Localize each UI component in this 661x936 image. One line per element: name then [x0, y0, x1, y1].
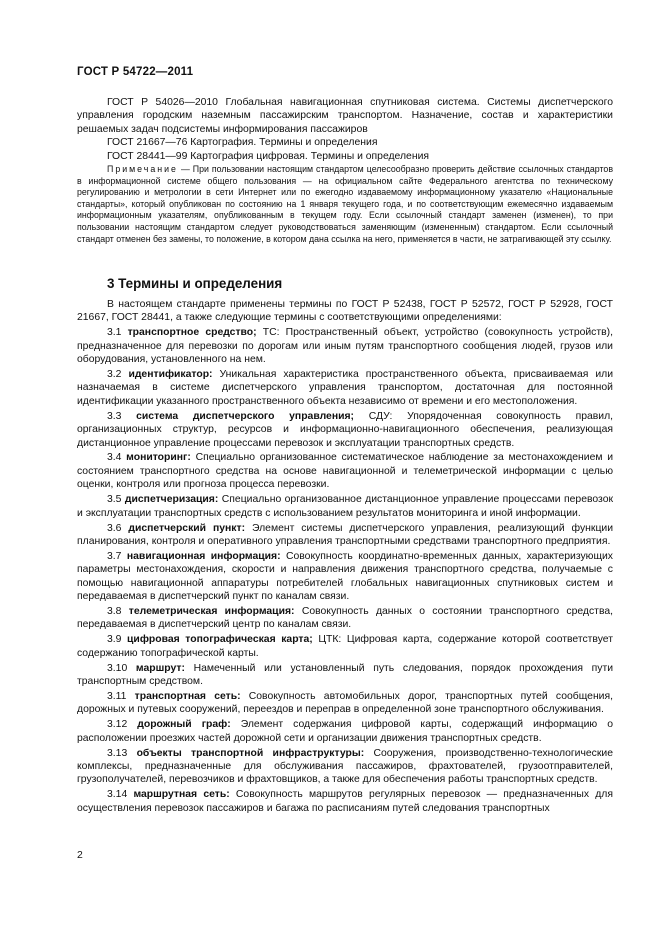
term-definition	[77, 690, 613, 717]
term-text: Сооружения, производственно-технологические комплексы, предназначенные для обслуживания пассажиров, фрахтователей, грузоотправителей, грузополучателей, перевозчиков и фрахтовщиков, а также для обеспечения работы транспортных средств.	[77, 747, 614, 786]
term-text: Намеченный или установленный путь следования, порядок прохождения пути транспортным средством.	[77, 662, 614, 687]
note-paragraph	[77, 164, 613, 245]
term-name: диспетчерский пункт:	[128, 522, 246, 534]
term-definition	[77, 662, 613, 689]
term-name: транспортное средство;	[127, 327, 257, 339]
reference-item: ГОСТ Р 54026—2010 Глобальная навигационная спутниковая система. Системы диспетчерского управления городским наземным пассажирским транспортом. Назначение, состав и характеристики решаемых задач подсистемы информирования пассажиров	[77, 97, 613, 135]
term-number: 3.12	[107, 719, 128, 731]
term-number: 3.7	[107, 550, 122, 562]
term-name: идентификатор:	[128, 369, 213, 381]
term-name: объекты транспортной инфраструктуры:	[136, 747, 365, 759]
term-definition	[77, 633, 613, 660]
term-text: Элемент системы диспетчерского управления, реализующий функции планирования, контроля и оперативного управления транспортными средствами транспортного предприятия.	[77, 522, 614, 547]
term-number: 3.1	[107, 327, 122, 339]
term-number: 3.5	[107, 494, 122, 506]
term-text: Совокупность данных о состоянии транспортного средства, передаваемая в диспетчерский центр по каналам связи.	[77, 605, 614, 631]
page-number: 2	[77, 850, 83, 861]
section-title: 3 Термины и определения	[107, 276, 283, 291]
term-number: 3.4	[107, 452, 122, 464]
term-number: 3.3	[107, 410, 122, 422]
term-text: Уникальная характеристика пространственного объекта, присваиваемая или назначаемая в системе диспетчерского управления транспортом, достаточная для постоянной идентификации указанного пространственного объекта независимо от времени и его местоположения.	[77, 369, 614, 407]
term-name: мониторинг:	[126, 452, 191, 464]
term-number: 3.2	[107, 369, 122, 381]
references-list	[77, 96, 613, 163]
term-text: Специально организованное дистанционное управление процессами перевозок и эксплуатации транспортных средств с использованием результатов мониторинга и иной информации.	[77, 494, 614, 519]
term-definition	[77, 550, 613, 604]
term-name: маршрутная сеть:	[133, 789, 230, 801]
term-name: система диспетчерского управления;	[136, 410, 355, 422]
note-text: — При пользовании настоящим стандартом целесообразно проверить действие ссылочных стандартов в информационной системе общего пользования — на официальном сайте Федерального агентства по техническому регулированию и метрологии в сети Интернет или по ежегодно издаваемому информационному указателю «Национальные стандарты», который опубликован по состоянию на 1 января текущего года, и по соответствующим ежемесячно издаваемым информационным указателям, опубликованным в текущем году. Если ссылочный стандарт заменен (изменен), то при пользовании настоящим стандартом следует руководствоваться заменяющим (измененным) стандартом. Если ссылочный стандарт отменен без замены, то положение, в котором дана ссылка на него, применяется в части, не затрагивающей эту ссылку.	[77, 164, 613, 244]
term-name: маршрут:	[135, 662, 185, 674]
term-text: Совокупность координатно-временных данных, характеризующих параметры местонахождения, скорости и направления движения транспортного средства, получаемые с помощью навигационной аппаратуры потребителей глобальных навигационных спутниковых систем и передаваемая в диспетчерский пункт по каналам связи.	[77, 550, 613, 603]
term-definition	[77, 451, 613, 491]
reference-item: ГОСТ 28441—99 Картография цифровая. Термины и определения	[107, 150, 430, 162]
term-number: 3.6	[107, 522, 122, 534]
term-number: 3.8	[107, 605, 122, 617]
term-text: Элемент содержания цифровой карты, содержащий информацию о расположении проезжих частей дорожной сети и организации движения транспортных средств.	[77, 719, 613, 744]
term-name: телеметрическая информация:	[128, 605, 295, 617]
term-name: диспетчеризация:	[124, 494, 219, 506]
term-name: транспортная сеть:	[134, 690, 241, 702]
term-definition	[77, 522, 613, 549]
term-text: ТС: Пространственный объект, устройство (совокупность устройств), предназначенное для перевозки по дорогам или иным путям транспортного сообщения людей, грузов или оборудования, установленного на нем.	[77, 327, 614, 366]
term-text: Специально организованное систематическое наблюдение за местонахождением и состоянием транспортного средства на основе навигационной и телеметрической информации с целью оценки, контроля или прогноза процесса перевозки.	[77, 452, 614, 491]
term-definition	[77, 747, 613, 787]
term-number: 3.10	[107, 662, 128, 674]
term-text: Совокупность автомобильных дорог, транспортных путей сообщения, дорожных и путевых сооружений, переездов и переправ в определенной зоне транспортного обслуживания.	[77, 690, 613, 716]
term-text: СДУ: Упорядоченная совокупность правил, организационных структур, ресурсов и информационно-навигационного обеспечения, реализующая дистанционное управление процессами перевозок и эксплуатации транспортных средств.	[77, 410, 614, 449]
note-label: Примечание	[107, 164, 178, 174]
term-definition	[77, 368, 613, 408]
term-text: Совокупность маршрутов регулярных перевозок — предназначенных для осуществления перевозок пассажиров и багажа по расписаниям путей следования транспортных	[77, 789, 613, 814]
term-definition	[77, 410, 613, 450]
term-definition	[77, 718, 613, 745]
section-intro: В настоящем стандарте применены термины по ГОСТ Р 52438, ГОСТ Р 52572, ГОСТ Р 52928, ГОСТ 21667, ГОСТ 28441, а также следующие термины с соответствующими определениями:	[77, 299, 613, 324]
term-number: 3.9	[107, 634, 122, 646]
term-name: навигационная информация:	[126, 550, 281, 562]
term-definition	[77, 493, 613, 520]
section-body	[77, 298, 613, 817]
term-number: 3.13	[107, 747, 128, 759]
term-name: цифровая топографическая карта;	[127, 634, 313, 646]
term-definition	[77, 326, 613, 366]
term-name: дорожный граф:	[137, 719, 231, 731]
reference-item: ГОСТ 21667—76 Картография. Термины и определения	[107, 137, 378, 149]
terms-list	[77, 326, 613, 815]
term-definition	[77, 605, 613, 632]
term-number: 3.14	[107, 789, 128, 801]
term-text: ЦТК: Цифровая карта, содержание которой соответствует содержанию топографической карты.	[77, 634, 613, 659]
term-definition	[77, 788, 613, 815]
term-number: 3.11	[107, 690, 127, 702]
page-header-doc-id: ГОСТ Р 54722—2011	[77, 66, 194, 78]
